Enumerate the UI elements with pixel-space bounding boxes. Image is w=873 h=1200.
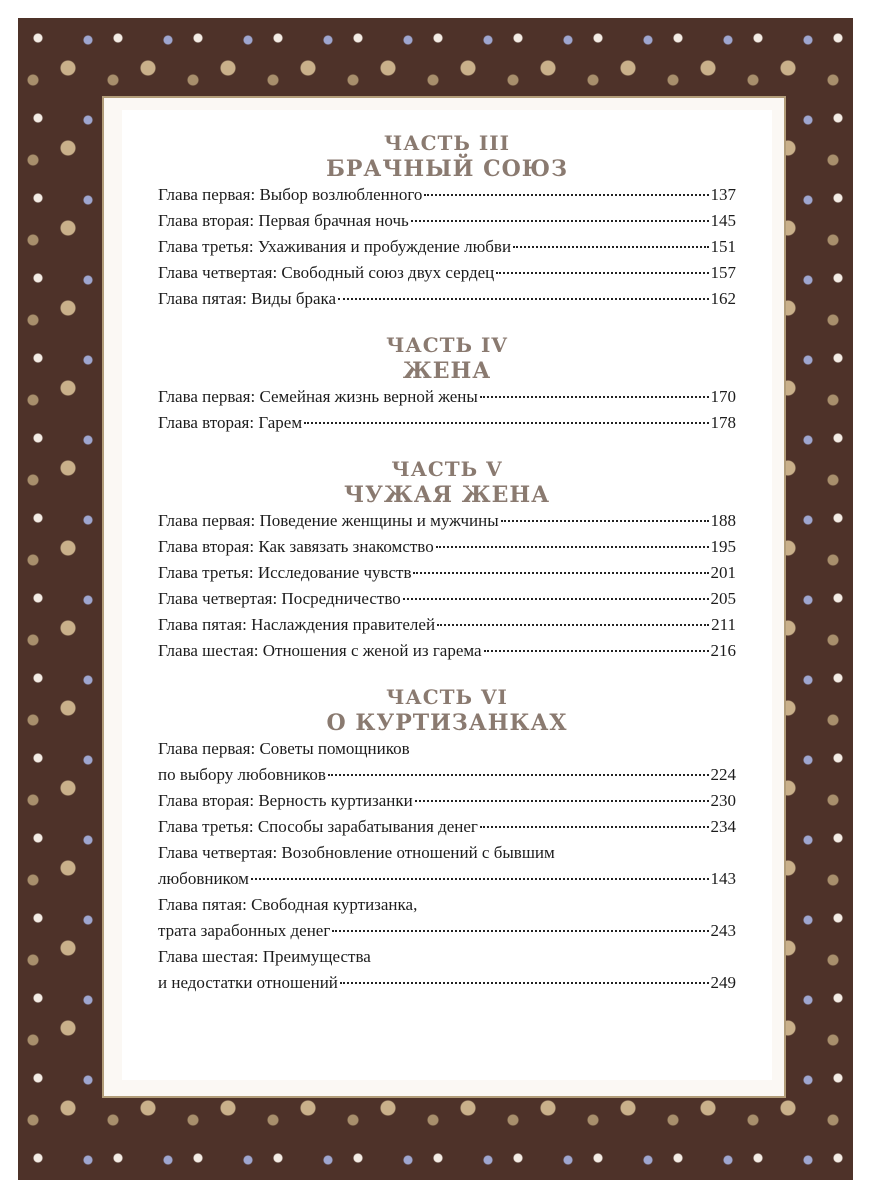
toc-entry-line: Глава пятая: Свободная куртизанка, [158,895,418,914]
toc-entry [158,638,736,664]
dot-leader [332,930,708,932]
part-number: ЧАСТЬ III [384,131,510,155]
dot-leader [340,982,709,984]
toc-section [158,456,736,664]
toc-section [158,130,736,312]
toc-page-number: 211 [711,615,736,634]
toc-page-number: 162 [710,289,736,308]
toc-entry-title: Глава третья: Способы зарабатывания денег [158,817,478,836]
dot-leader [415,800,709,802]
toc-entry-title: Глава четвертая: Посредничество [158,589,401,608]
dot-leader [480,826,709,828]
toc-page-number: 216 [710,641,736,660]
toc-entry [158,534,736,560]
dot-leader [411,220,709,222]
toc-entry-title: и недостатки отношений [158,973,338,992]
toc-page-number: 224 [710,765,736,784]
dot-leader [484,650,709,652]
toc-entry-title: Глава пятая: Наслаждения правителей [158,615,436,634]
dot-leader [501,520,709,522]
toc-entry-title: Глава вторая: Как завязать знакомство [158,537,434,556]
toc-section [158,332,736,436]
toc-entry-line: Глава четвертая: Возобновление отношений с бывшим [158,843,555,862]
toc-entry [158,410,736,436]
toc-page-number: 201 [710,563,736,582]
toc-page-number: 230 [710,791,736,810]
toc-page-number: 243 [710,921,736,940]
dot-leader [480,396,709,398]
toc-entry-title: Глава третья: Ухаживания и пробуждение любви [158,237,512,256]
toc-entry [158,762,736,788]
toc-section [158,684,736,996]
part-title: О КУРТИЗАНКАХ [326,710,568,736]
table-of-contents [158,130,736,1016]
toc-entry-title: Глава первая: Поведение женщины и мужчины [158,511,499,530]
toc-entry [158,788,736,814]
part-number: ЧАСТЬ VI [386,685,508,709]
toc-entry [158,612,736,638]
toc-page-number: 178 [710,413,736,432]
toc-entry-title: Глава первая: Семейная жизнь верной жены [158,387,478,406]
toc-entry [158,286,736,312]
dot-leader [251,878,709,880]
part-title: ЧУЖАЯ ЖЕНА [343,482,551,508]
part-number: ЧАСТЬ V [391,457,503,481]
part-heading [158,332,736,384]
dot-leader [413,572,708,574]
toc-entry-title: Глава четвертая: Свободный союз двух сердец [158,263,495,282]
toc-entry [158,234,736,260]
toc-entry-title: Глава вторая: Первая брачная ночь [158,211,409,230]
toc-page-number: 151 [710,237,736,256]
dot-leader [328,774,709,776]
toc-page-number: 234 [710,817,736,836]
toc-entry [158,260,736,286]
toc-entry [158,560,736,586]
part-title: ЖЕНА [402,358,492,384]
dot-leader [436,546,709,548]
dot-leader [403,598,709,600]
toc-page-number: 249 [710,973,736,992]
toc-entry-title: Глава первая: Выбор возлюбленного [158,185,423,204]
toc-entry-title: Глава вторая: Верность куртизанки [158,791,413,810]
toc-page-number: 205 [710,589,736,608]
part-heading [158,684,736,736]
toc-entry [158,814,736,840]
part-heading [158,456,736,508]
toc-entry-title: по выбору любовников [158,765,326,784]
part-number: ЧАСТЬ IV [386,333,508,357]
dot-leader [424,194,708,196]
toc-page-number: 195 [710,537,736,556]
toc-entry-title: Глава шестая: Отношения с женой из гарема [158,641,482,660]
toc-entry [158,208,736,234]
toc-page-number: 188 [710,511,736,530]
toc-entry-line: Глава первая: Советы помощников [158,739,410,758]
toc-page-number: 145 [710,211,736,230]
toc-entry-title: любовником [158,869,249,888]
part-title: БРАЧНЫЙ СОЮЗ [326,156,568,182]
toc-entry-title: Глава пятая: Виды брака [158,289,337,308]
toc-page-number: 137 [710,185,736,204]
toc-entry [158,586,736,612]
part-heading [158,130,736,182]
dot-leader [338,298,708,300]
toc-entry [158,918,736,944]
dot-leader [304,422,708,424]
toc-entry-title: трата зарабонных денег [158,921,331,940]
toc-entry [158,182,736,208]
toc-page-number: 143 [710,869,736,888]
toc-page-number: 157 [710,263,736,282]
dot-leader [437,624,709,626]
toc-entry-title: Глава вторая: Гарем [158,413,303,432]
toc-entry-title: Глава третья: Исследование чувств [158,563,412,582]
dot-leader [513,246,708,248]
toc-entry [158,384,736,410]
toc-page-number: 170 [710,387,736,406]
toc-entry [158,508,736,534]
toc-entry-line: Глава шестая: Преимущества [158,947,371,966]
dot-leader [496,272,708,274]
toc-entry [158,970,736,996]
toc-entry [158,866,736,892]
